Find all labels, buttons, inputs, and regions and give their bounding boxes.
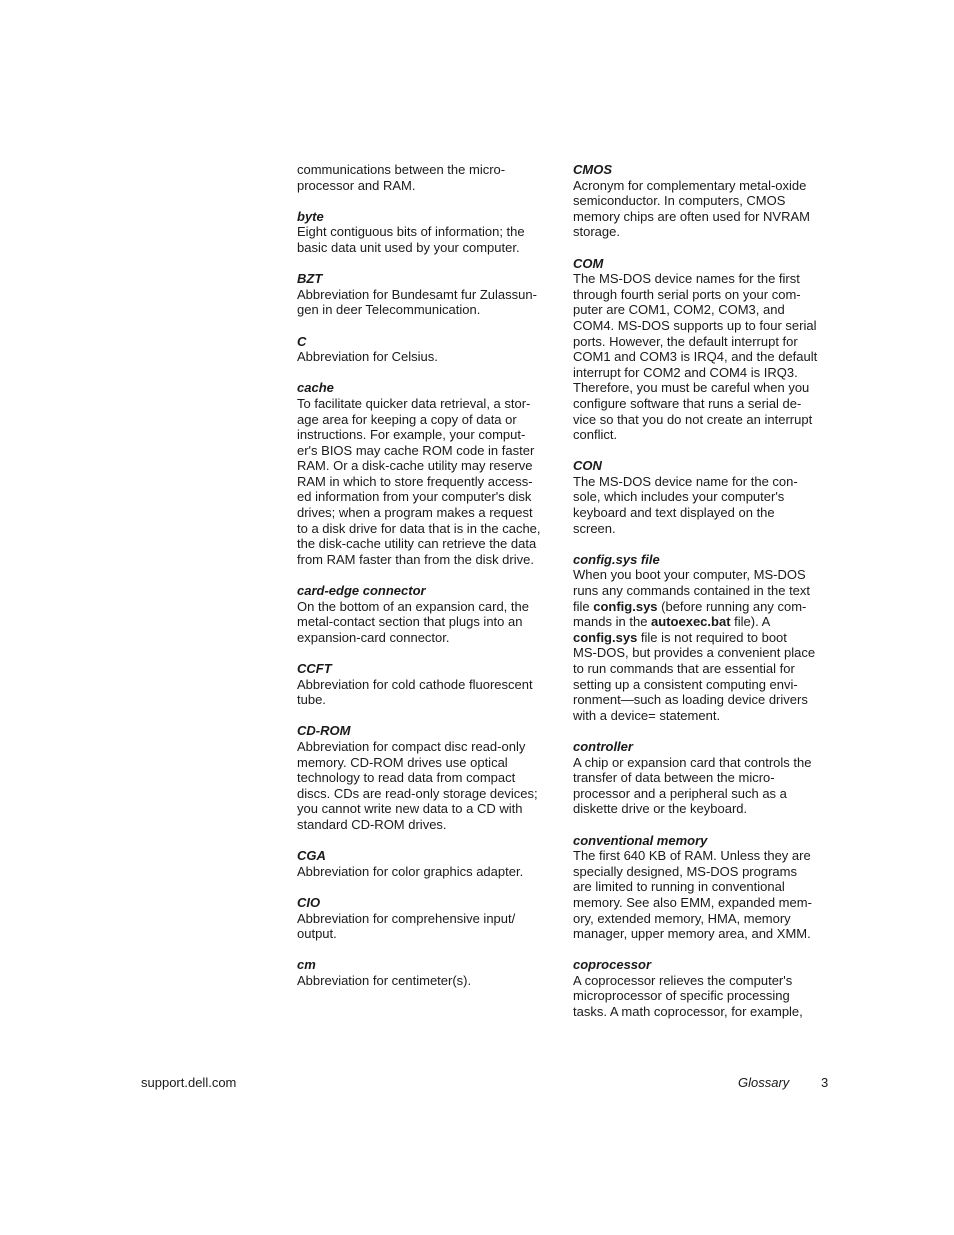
glossary-term: card-edge connector [297,583,426,599]
definition-line: through fourth serial ports on your com- [573,286,801,302]
definition-text: MS-DOS, but provides a convenient place [573,645,816,661]
definition-line: metal-contact section that plugs into an [297,614,523,630]
glossary-entry-config-sys-file [573,552,831,724]
definition-line: vice so that you do not create an interrupt [573,411,813,427]
definition-line: keyboard and text displayed on the [573,505,775,521]
glossary-term: C [297,333,307,349]
definition-line: interrupt for COM2 and COM4 is IRQ3. [573,364,798,380]
glossary-entry-conventional-memory [573,833,831,942]
definition-line: On the bottom of an expansion card, the [297,598,529,614]
footer-url: support.dell.com [141,1075,237,1090]
footer-section-title: Glossary [738,1075,790,1090]
definition-line: The first 640 KB of RAM. Unless they are [573,848,811,864]
definition-line: Acronym for complementary metal-oxide [573,177,807,193]
definition-line: ports. However, the default interrupt for [573,333,798,349]
definition-line: processor and a peripheral such as a [573,785,787,801]
definition-line: from RAM faster than from the disk drive. [297,551,534,567]
definition-line: Abbreviation for centimeter(s). [297,972,472,988]
glossary-term: CGA [297,848,326,864]
definition-line: Eight contiguous bits of information; the [297,224,525,240]
glossary-entry-bzt [297,271,555,318]
definition-text: file [573,598,594,614]
glossary-term: byte [297,208,324,224]
definition-line: standard CD-ROM drives. [297,816,447,832]
definition-line [573,630,831,646]
definition-line: er's BIOS may cache ROM code in faster [297,442,535,458]
definition-line: diskette drive or the keyboard. [573,801,748,817]
definition-line: puter are COM1, COM2, COM3, and [573,302,785,318]
filename-text: config.sys [573,629,638,645]
glossary-entry-ccft [297,661,555,708]
definition-line: tasks. A math coprocessor, for example, [573,1004,803,1020]
glossary-term: BZT [297,271,323,287]
definition-line: manager, upper memory area, and XMM. [573,926,811,942]
definition-text: (before running any com- [657,598,807,614]
definition-line: COM4. MS-DOS supports up to four serial [573,317,817,333]
definition-line: memory. See also EMM, expanded mem- [573,894,812,910]
glossary-term: controller [573,738,633,754]
glossary-entry-continuation [297,162,555,193]
definition-line: output. [297,926,337,942]
filename-text: autoexec.bat [651,614,731,630]
definition-line [573,599,831,615]
definition-line [573,677,831,693]
glossary-term: CIO [297,894,321,910]
definition-text: mands in the [573,614,652,630]
definition-line: basic data unit used by your computer. [297,239,520,255]
definition-text: runs any commands contained in the text [573,583,811,599]
glossary-term: CD-ROM [297,723,351,739]
definition-line: are limited to running in conventional [573,879,785,895]
definition-text: file is not required to boot [637,629,787,645]
definition-line: configure software that runs a serial de- [573,395,802,411]
definition-text: to run commands that are essential for [573,661,795,676]
definition-text: file). A [730,614,771,630]
glossary-term: CMOS [573,162,612,177]
glossary-entry-cd-rom [297,723,555,832]
definition-line: expansion-card connector. [297,629,450,645]
definition-line: discs. CDs are read-only storage devices; [297,785,538,801]
definition-line: semiconductor. In computers, CMOS [573,193,786,209]
definition-line [573,645,831,661]
definition-text: with a device= statement. [573,707,721,723]
glossary-term: conventional memory [573,832,708,848]
glossary-entry-com [573,256,831,443]
definition-line: communications between the micro- [297,162,506,177]
definition-text: When you boot your computer, MS-DOS [573,567,806,583]
definition-line: tube. [297,692,326,708]
definition-line: Abbreviation for compact disc read-only [297,738,526,754]
definition-line: A chip or expansion card that controls the [573,754,812,770]
glossary-term: COM [573,255,604,271]
definition-line: The MS-DOS device names for the first [573,271,800,287]
glossary-entry-c [297,334,555,365]
glossary-entry-cache [297,380,555,567]
definition-line [573,692,831,708]
glossary-entry-controller [573,739,831,817]
definition-line: instructions. For example, your comput- [297,427,526,443]
glossary-term: coprocessor [573,957,652,973]
definition-line: storage. [573,224,620,240]
definition-line: Abbreviation for cold cathode fluorescent [297,676,533,692]
definition-line: A coprocessor relieves the computer's [573,972,793,988]
glossary-right-column [573,162,831,1035]
definition-line: sole, which includes your computer's [573,489,785,505]
definition-line: Therefore, you must be careful when you [573,380,810,396]
glossary-term: CON [573,458,602,474]
definition-line: transfer of data between the micro- [573,770,775,786]
definition-line: The MS-DOS device name for the con- [573,473,798,489]
definition-line: RAM in which to store frequently access- [297,473,533,489]
definition-line: ed information from your computer's disk [297,489,532,505]
glossary-term: cm [297,957,316,973]
definition-line: microprocessor of specific processing [573,988,790,1004]
definition-line [573,614,831,630]
glossary-left-column [297,162,555,1004]
definition-text: ronment—such as loading device drivers [573,692,808,708]
definition-text: setting up a consistent computing envi- [573,676,798,692]
definition-line [573,708,831,724]
glossary-entry-byte [297,209,555,256]
definition-line: To facilitate quicker data retrieval, a stor- [297,395,531,411]
definition-line [573,567,831,583]
glossary-entry-con [573,458,831,536]
glossary-term: CCFT [297,661,332,676]
definition-line: COM1 and COM3 is IRQ4, and the default [573,349,818,365]
glossary-term: cache [297,380,334,396]
page-number: 3 [821,1075,829,1090]
definition-line: Abbreviation for color graphics adapter. [297,863,524,879]
glossary-entry-cm [297,957,555,988]
definition-line [573,661,831,677]
glossary-term: config.sys file [573,551,660,567]
definition-line: conflict. [573,427,618,443]
definition-line: memory. CD-ROM drives use optical [297,754,508,770]
definition-line: the disk-cache utility can retrieve the data [297,536,537,552]
glossary-entry-card-edge-connector [297,583,555,645]
glossary-entry-cga [297,848,555,879]
filename-text: config.sys [593,598,658,614]
glossary-entry-coprocessor [573,957,831,1019]
definition-line: drives; when a program makes a request [297,505,533,521]
definition-line: you cannot write new data to a CD with [297,801,523,817]
definition-line: screen. [573,520,616,536]
definition-line: gen in deer Telecommunication. [297,302,481,318]
definition-line: specially designed, MS-DOS programs [573,863,797,879]
definition-line [573,583,831,599]
definition-line: Abbreviation for Bundesamt fur Zulassun- [297,286,537,302]
definition-line: Abbreviation for Celsius. [297,349,438,365]
definition-line: memory chips are often used for NVRAM [573,208,810,224]
definition-line: Abbreviation for comprehensive input/ [297,910,516,926]
glossary-entry-cio [297,895,555,942]
glossary-entry-cmos [573,162,831,240]
definition-line: age area for keeping a copy of data or [297,411,517,427]
definition-line: to a disk drive for data that is in the cache, [297,520,541,536]
definition-line: technology to read data from compact [297,770,516,786]
definition-line: processor and RAM. [297,177,416,193]
definition-line: RAM. Or a disk-cache utility may reserve [297,458,533,474]
definition-line: ory, extended memory, HMA, memory [573,910,791,926]
